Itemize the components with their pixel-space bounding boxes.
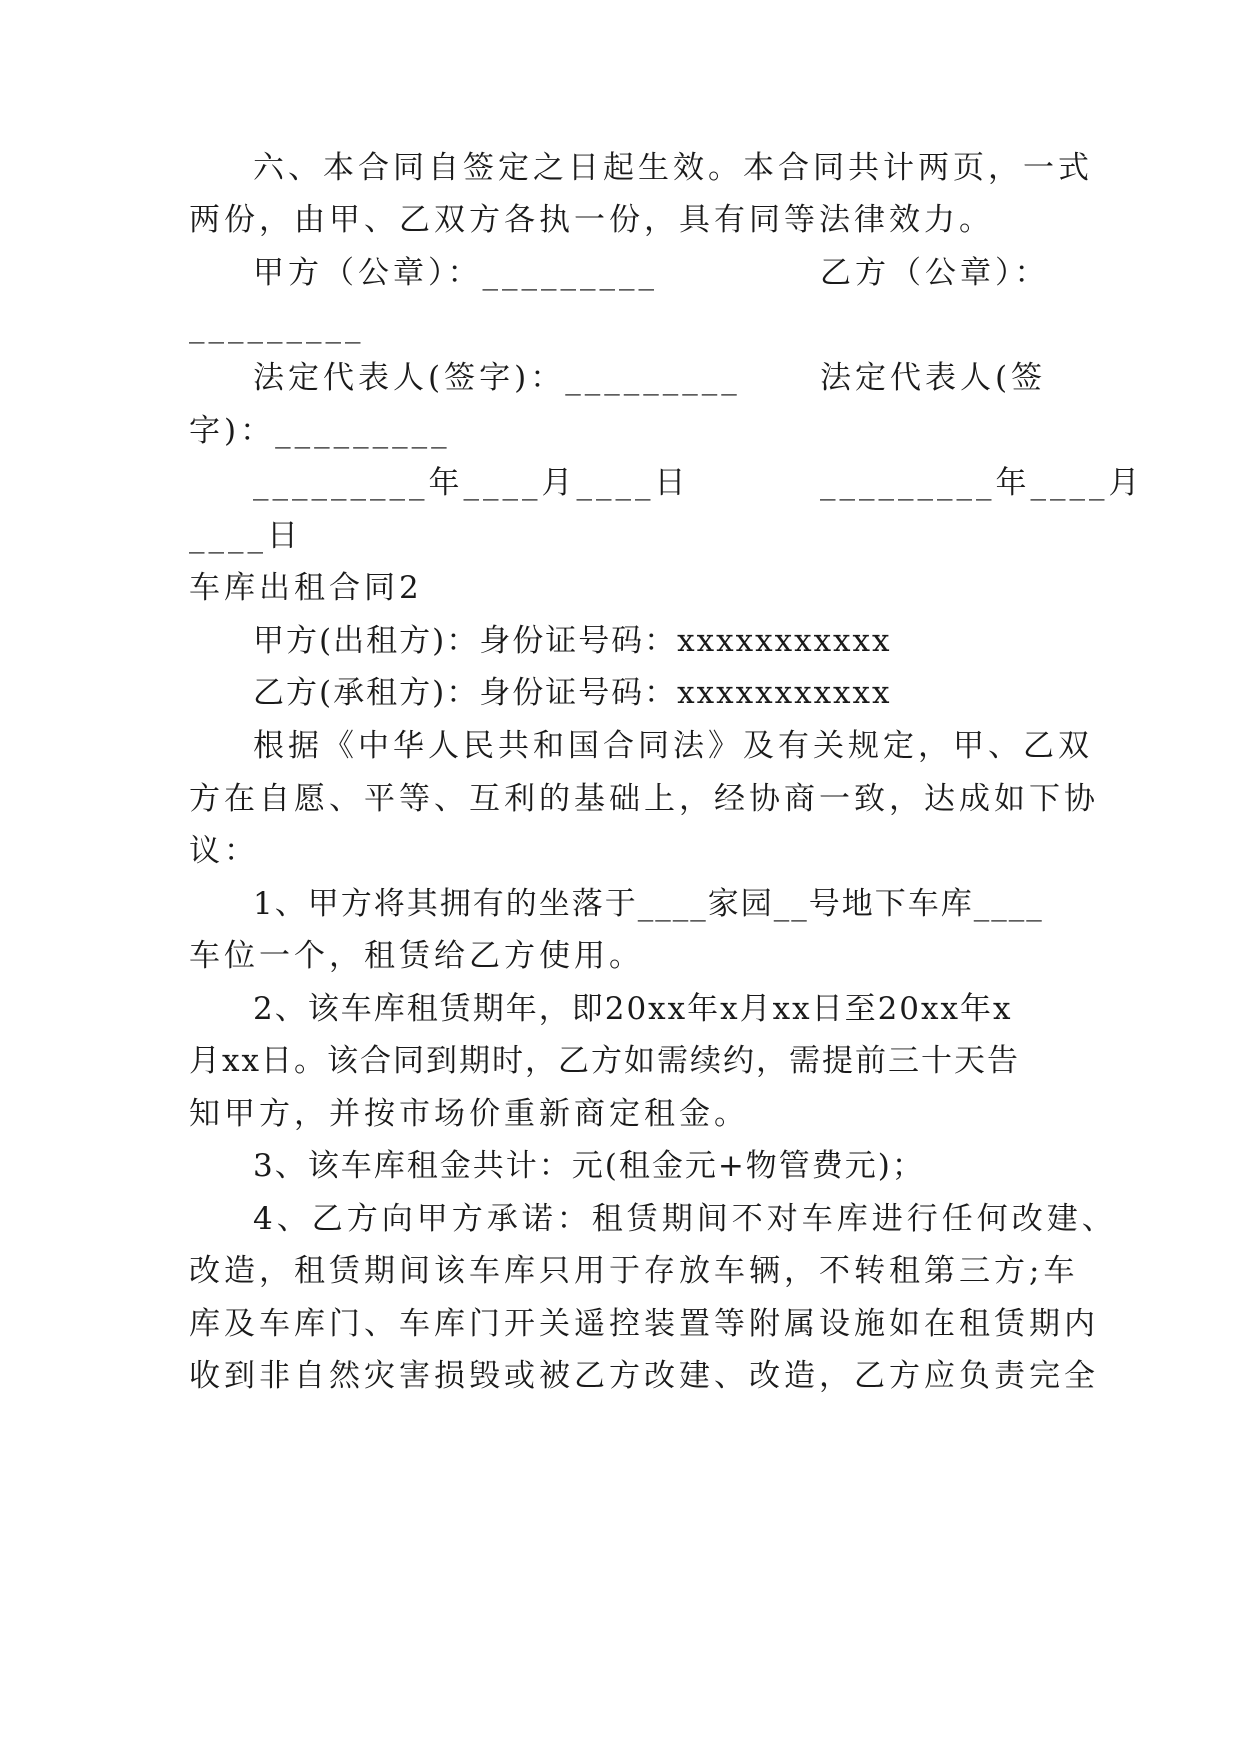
text-line: 根据《中华人民共和国合同法》及有关规定，甲、乙双 <box>253 728 1093 764</box>
text-line: 议： <box>189 833 259 869</box>
date-line-a: _________年____月____日 <box>253 465 690 501</box>
text-line: 改造，租赁期间该车库只用于存放车辆，不转租第三方;车 <box>189 1253 1079 1289</box>
date-line-b: _________年____月 <box>820 465 1144 501</box>
representative-line-a: 法定代表人(签字)：_________ <box>253 360 741 396</box>
section-title: 车库出租合同2 <box>189 570 423 606</box>
date-line-b-cont: ____日 <box>189 518 302 554</box>
party-b-line: 乙方(承租方)：身份证号码：xxxxxxxxxxx <box>253 675 892 711</box>
text-line: 收到非自然灾害损毁或被乙方改建、改造，乙方应负责完全 <box>189 1358 1099 1394</box>
clause-3: 3、该车库租金共计：元(租金元+物管费元)； <box>253 1148 925 1184</box>
text-line: 知甲方，并按市场价重新商定租金。 <box>189 1096 749 1132</box>
signature-blank: _________ <box>189 308 365 344</box>
signature-line-party-b: 乙方（公章）： <box>820 255 1050 291</box>
signature-line-party-a: 甲方（公章）：_________ <box>253 255 658 291</box>
clause-1: 1、甲方将其拥有的坐落于____家园__号地下车库____ <box>253 886 1044 922</box>
text-line: 两份，由甲、乙双方各执一份，具有同等法律效力。 <box>189 202 994 238</box>
representative-line-b-cont: 字)：_________ <box>189 413 451 449</box>
party-a-line: 甲方(出租方)：身份证号码：xxxxxxxxxxx <box>253 623 892 659</box>
text-line: 月xx日。该合同到期时，乙方如需续约，需提前三十天告 <box>189 1043 1020 1079</box>
text-line: 库及车库门、车库门开关遥控装置等附属设施如在租赁期内 <box>189 1306 1099 1342</box>
text-line: 方在自愿、平等、互利的基础上，经协商一致，达成如下协 <box>189 781 1099 817</box>
representative-line-b: 法定代表人(签 <box>820 360 1047 396</box>
text-line: 车位一个，租赁给乙方使用。 <box>189 938 644 974</box>
text-line: 六、本合同自签定之日起生效。本合同共计两页，一式 <box>253 150 1093 186</box>
clause-4: 4、乙方向甲方承诺：租赁期间不对车库进行任何改建、 <box>253 1201 1117 1237</box>
clause-2: 2、该车库租赁期年，即20xx年x月xx日至20xx年x <box>253 991 1013 1027</box>
